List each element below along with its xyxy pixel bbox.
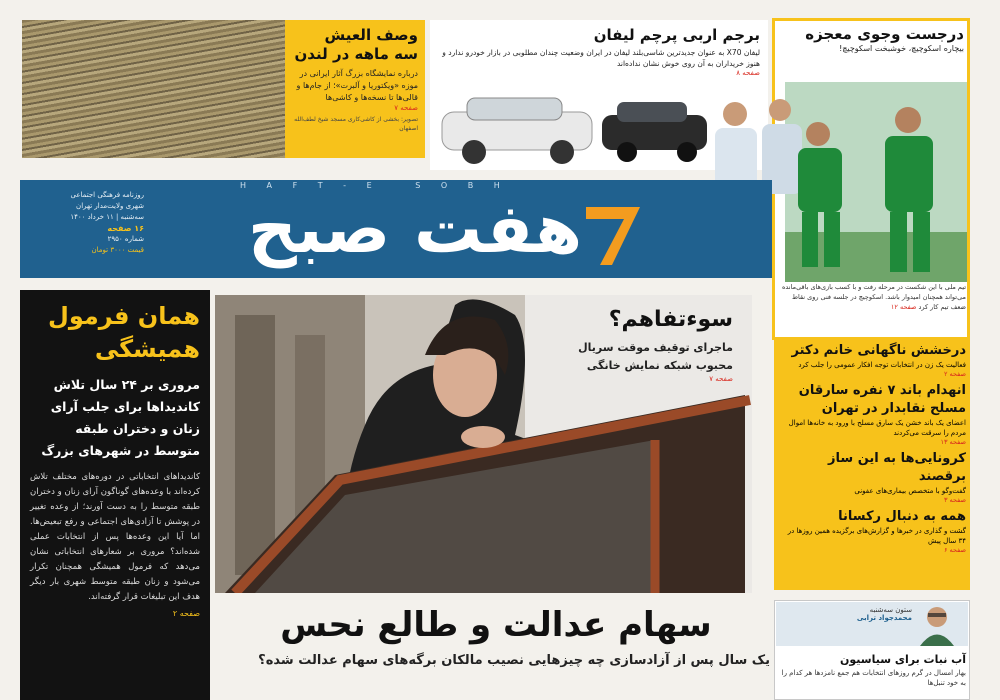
story-roxana-ref: صفحه ۶ — [943, 546, 966, 554]
story-corona-title: کرونایی‌ها به این ساز برقصند — [828, 451, 966, 484]
column-title: آب نبات برای سیاسیون — [840, 653, 966, 666]
main-headline[interactable] — [222, 600, 770, 672]
football-lead-body: تیم ملی با این شکست در مرحله رفت و با کسب بازی‌های باقی‌مانده می‌تواند همچنان امیدوار باشد. اسکوچیچ در جلسه فنی روی نقاط ضعف تیم کار کرد — [781, 283, 966, 311]
story-series-ban[interactable] — [548, 305, 733, 383]
column-label: ستون سه‌شنبه — [869, 606, 912, 614]
column-author: محمدجواد ترابی — [856, 614, 912, 622]
teaser-london-box[interactable] — [285, 20, 425, 158]
teaser-london-ref: صفحه ۷ — [394, 104, 418, 112]
teaser-football-text — [778, 24, 964, 53]
teaser-lifan-ref: صفحه ۸ — [736, 69, 760, 77]
masthead-logo: هفت صبح — [247, 190, 583, 269]
story-roxana[interactable] — [780, 508, 966, 554]
teaser-london-caption: تصویر: بخشی از کاشی‌کاری مسجد شیخ لطف‌الله اصفهان — [294, 116, 418, 132]
story-doctor-ref: صفحه ۲ — [943, 370, 966, 378]
teaser-london-title: وصف العیش سه ماهه در لندن — [294, 26, 418, 63]
cars-image — [432, 90, 712, 168]
story-series-ban-title: سوءتفاهم؟ — [608, 307, 733, 332]
story-corona[interactable] — [780, 450, 966, 504]
teaser-lifan-title: برجم اربی پرچم لیفان — [593, 26, 760, 44]
story-women-voters-ref: صفحه ۲ — [172, 609, 200, 618]
masthead-transliteration: H A F T - E S O B H — [240, 181, 509, 190]
masthead-date: سه‌شنبه | ۱۱ خرداد ۱۴۰۰ — [70, 213, 144, 221]
teaser-football-subtitle: بیچاره اسکوچیچ، خوشبخت اسکوچیچ! — [839, 44, 964, 53]
story-robbers[interactable] — [780, 382, 966, 446]
masthead-info-line1: روزنامه فرهنگی اجتماعی — [70, 191, 144, 199]
football-lead-ref: صفحه ۱۲ — [890, 303, 917, 311]
columnist-avatar — [912, 603, 962, 646]
teaser-lifan-body: لیفان X70 به عنوان جدیدترین شاسی‌بلند لیفان در ایران وضعیت چندان مطلوبی در بازار خودرو ندارد و هنوز خریداران به آن روی خوش نشان نداده‌اند — [442, 48, 760, 68]
story-doctor-title: درخشش ناگهانی خانم دکتر — [791, 343, 966, 358]
masthead-price: قیمت ۳۰۰۰ تومان — [91, 246, 144, 254]
story-doctor-body: فعالیت یک زن در انتخابات توجه افکار عمومی را جلب کرد — [798, 361, 966, 369]
main-headline-subtitle: یک سال پس از آزادسازی چه چیزهایی نصیب مالکان برگه‌های سهام عدالت شده؟ — [258, 653, 770, 668]
masthead-info-line2: شهری ولایت‌مدار تهران — [76, 202, 144, 210]
story-series-ban-body: ماجرای توقیف موقت سریال محبوب شبکه نمایش خانگی — [578, 341, 733, 372]
football-lead-text — [778, 282, 966, 312]
story-women-voters-body: کاندیداهای انتخاباتی در دوره‌های مختلف تلاش کرده‌اند با وعده‌های گوناگون آرای زنان و دختران طبقه متوسط را به دست آورند؛ از وعده تغییر در پوشش تا آزادی‌های اجتماعی و رفع تبعیض‌ها. اما آیا این وعده‌ها پس از انتخابات عملی شده‌اند؟ مروری بر شعارهای انتخاباتی نشان می‌دهد که فرمول همیشگی همچنان تکرار می‌شود و زنان طبقه متوسط شهری بار دیگر هدف این تبلیغات قرار گرفته‌اند. — [30, 472, 200, 602]
logo-seven-mark — [578, 195, 648, 270]
story-women-voters-subtitle: مروری بر ۲۴ سال تلاش کاندیداها برای جلب آرای زنان و دختران طبقه متوسط در شهرهای بزرگ — [41, 377, 200, 458]
story-robbers-body: اعضای یک باند خشن یک سارق مسلح با ورود به خانه‌ها اموال مردم را سرقت می‌کردند — [788, 419, 966, 437]
photo-texture-image — [22, 20, 285, 158]
story-doctor[interactable] — [780, 342, 966, 378]
story-roxana-title: همه به دنبال رکسانا — [838, 509, 966, 524]
story-corona-ref: صفحه ۳ — [943, 496, 966, 504]
column-text — [780, 652, 966, 688]
teaser-football-title: درجست وجوی معجزه — [805, 25, 964, 43]
masthead-pages: ۱۶ صفحه — [107, 224, 144, 233]
masthead-issue: شماره ۲۹۵۰ — [107, 235, 144, 243]
column-body: بهار امسال در گرم روزهای انتخابات هم جمع نامزدها هر کدام را به خود تنبل‌ها — [781, 669, 966, 687]
teaser-london-body: درباره نمایشگاه بزرگ آثار ایرانی در موزه «ویکتوریا و آلبرت»؛ از جام‌ها و قالی‌ها تا نسخه‌ها و کاشی‌ها — [296, 69, 418, 102]
main-headline-title: سهام عدالت و طالع نحس — [280, 605, 712, 645]
masthead-info — [24, 190, 144, 256]
story-women-voters[interactable] — [20, 290, 210, 700]
story-roxana-body: گشت و گذاری در خبرها و گزارش‌های برگزیده همین روزها در ۳۴ سال پیش — [787, 527, 966, 545]
story-corona-body: گفت‌وگو با متخصص بیماری‌های عفونی — [854, 487, 966, 495]
right-stories — [780, 342, 966, 554]
story-robbers-title: انهدام باند ۷ نفره سارقان مسلح نقابدار در تهران — [798, 383, 966, 416]
story-robbers-ref: صفحه ۱۳ — [940, 438, 966, 446]
story-women-voters-title: همان فرمول همیشگی — [48, 302, 200, 363]
story-series-ban-ref: صفحه ۷ — [709, 375, 733, 383]
